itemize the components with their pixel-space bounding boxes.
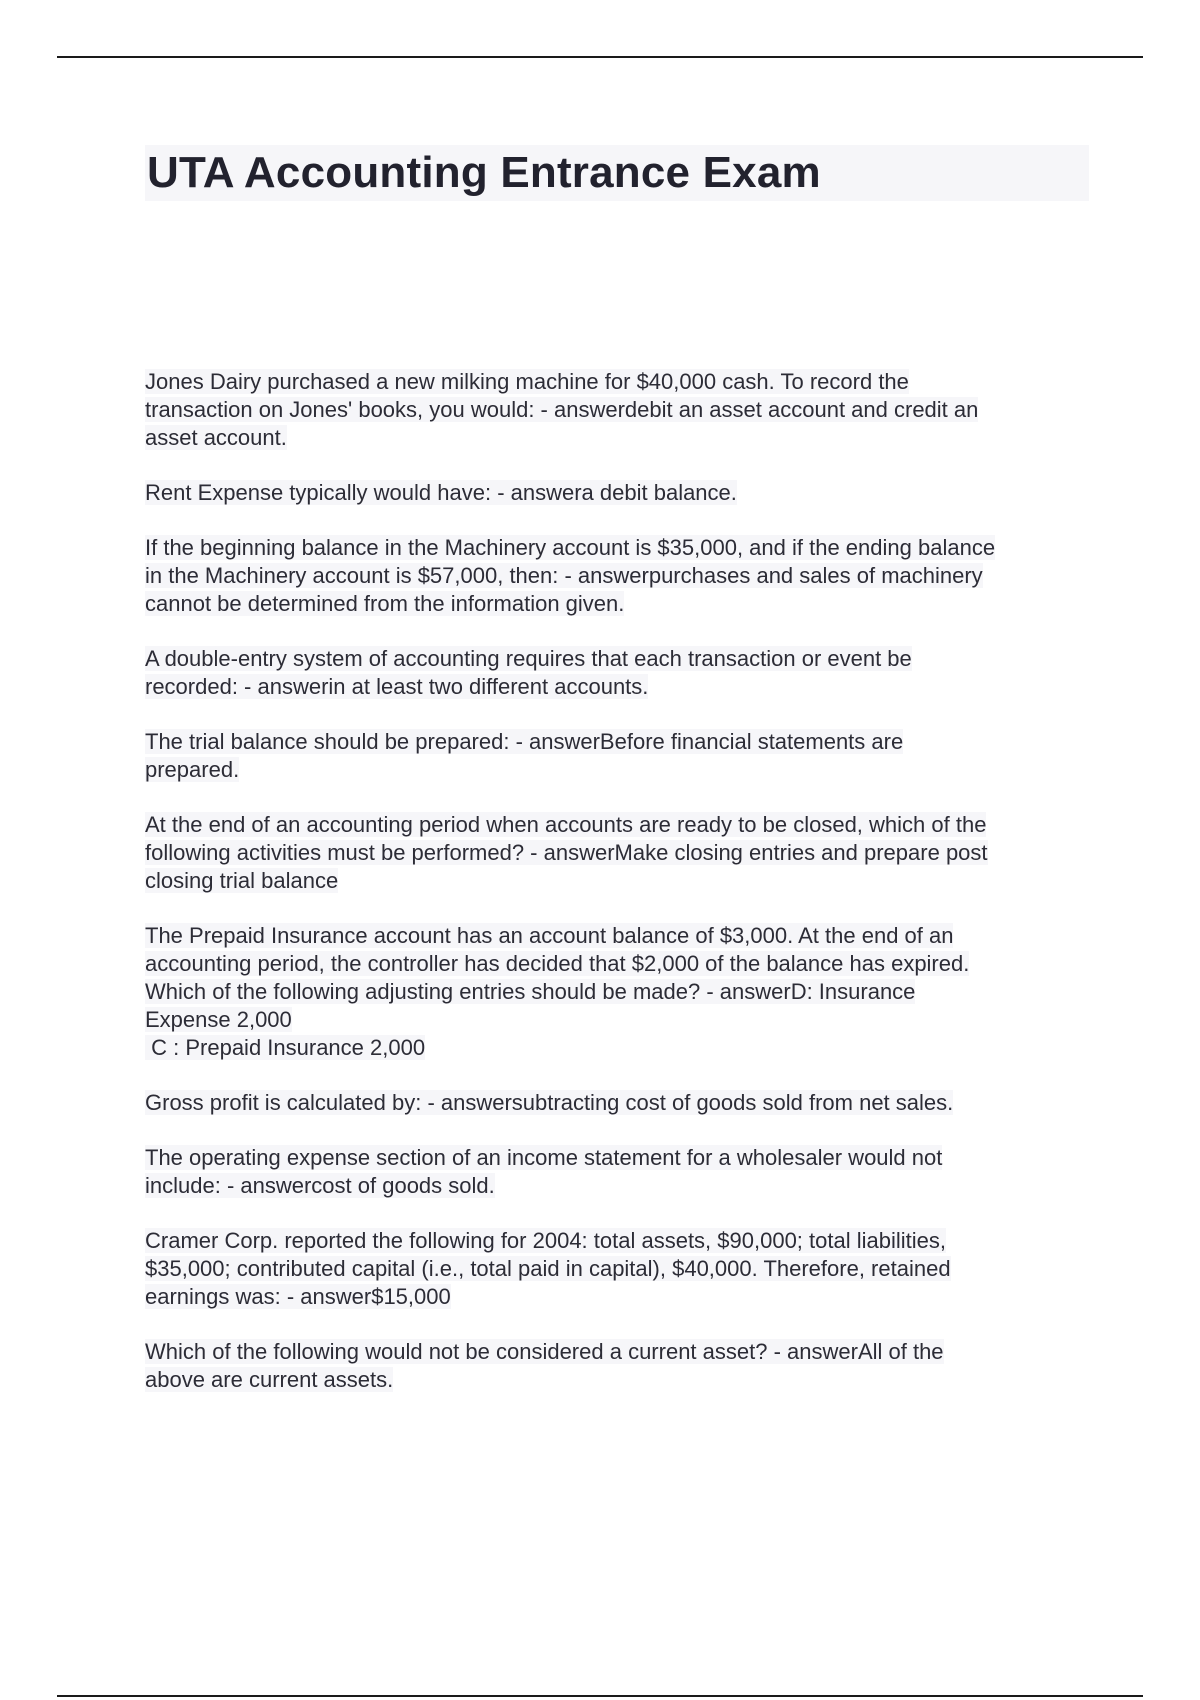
qa-item — [145, 922, 1089, 1062]
qa-item — [145, 368, 1089, 452]
qa-line: If the beginning balance in the Machinery account is $35,000, and if the ending balance — [145, 535, 996, 560]
qa-line: The Prepaid Insurance account has an account balance of $3,000. At the end of an — [145, 923, 954, 948]
qa-line: accounting period, the controller has decided that $2,000 of the balance has expired. — [145, 951, 970, 976]
qa-line: in the Machinery account is $57,000, then: - answerpurchases and sales of machinery — [145, 563, 983, 588]
top-rule — [57, 56, 1143, 58]
qa-line: include: - answercost of goods sold. — [145, 1173, 495, 1198]
qa-line: earnings was: - answer$15,000 — [145, 1284, 451, 1309]
qa-item — [145, 479, 1089, 507]
qa-line: Rent Expense typically would have: - answera debit balance. — [145, 480, 737, 505]
qa-line: following activities must be performed? - answerMake closing entries and prepare post — [145, 840, 988, 865]
qa-item — [145, 1338, 1089, 1394]
qa-line: $35,000; contributed capital (i.e., total paid in capital), $40,000. Therefore, retained — [145, 1256, 951, 1281]
qa-item — [145, 1089, 1089, 1117]
qa-line: The trial balance should be prepared: - answerBefore financial statements are — [145, 729, 904, 754]
qa-line: The operating expense section of an income statement for a wholesaler would not — [145, 1145, 943, 1170]
qa-line: closing trial balance — [145, 868, 339, 893]
title-block — [145, 145, 1089, 201]
qa-line: Which of the following adjusting entries should be made? - answerD: Insurance — [145, 979, 916, 1004]
qa-line: asset account. — [145, 425, 287, 450]
qa-line: cannot be determined from the information given. — [145, 591, 625, 616]
qa-line: Jones Dairy purchased a new milking machine for $40,000 cash. To record the — [145, 369, 909, 394]
question-list — [145, 368, 1089, 1421]
qa-line: recorded: - answerin at least two different accounts. — [145, 674, 649, 699]
qa-item — [145, 728, 1089, 784]
qa-line: prepared. — [145, 757, 240, 782]
qa-line: Which of the following would not be considered a current asset? - answerAll of the — [145, 1339, 944, 1364]
qa-line: above are current assets. — [145, 1367, 394, 1392]
qa-line: Expense 2,000 — [145, 1007, 292, 1032]
qa-line: transaction on Jones' books, you would: - answerdebit an asset account and credit an — [145, 397, 979, 422]
qa-line: C : Prepaid Insurance 2,000 — [145, 1035, 426, 1060]
qa-line: Gross profit is calculated by: - answersubtracting cost of goods sold from net sales. — [145, 1090, 954, 1115]
qa-line: Cramer Corp. reported the following for 2004: total assets, $90,000; total liabilities, — [145, 1228, 946, 1253]
bottom-rule — [57, 1695, 1143, 1697]
qa-item — [145, 534, 1089, 618]
qa-item — [145, 811, 1089, 895]
qa-item — [145, 1144, 1089, 1200]
qa-item — [145, 1227, 1089, 1311]
qa-line: A double-entry system of accounting requires that each transaction or event be — [145, 646, 912, 671]
qa-line: At the end of an accounting period when accounts are ready to be closed, which of the — [145, 812, 987, 837]
qa-item — [145, 645, 1089, 701]
page-title: UTA Accounting Entrance Exam — [147, 148, 821, 197]
